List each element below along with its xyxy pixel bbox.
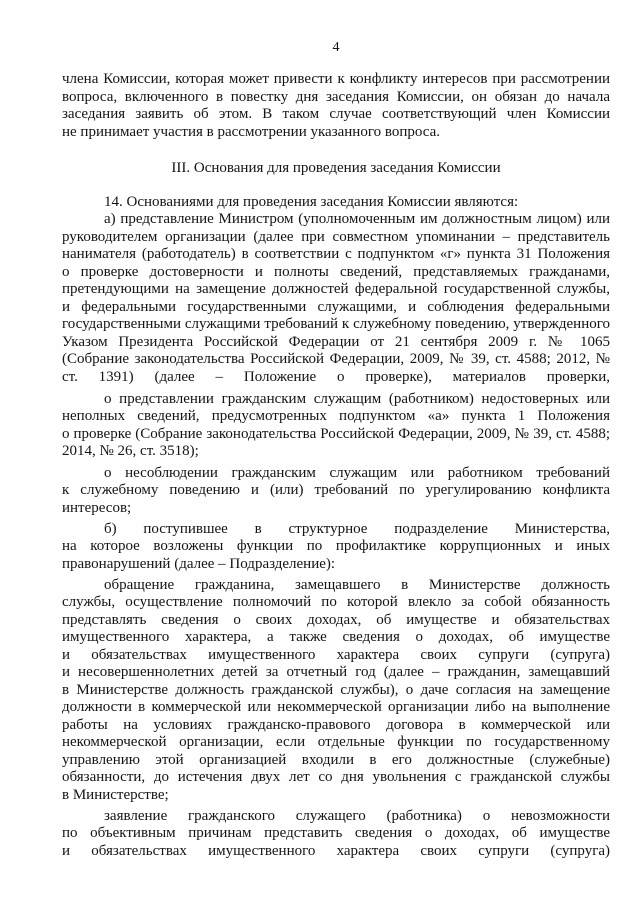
text-line: (Собрание законодательства Российской Федерации, 2009, № 39, ст. 4588; 2012, № [62, 351, 610, 367]
text-line: правонарушений (далее – Подразделение): [62, 555, 336, 572]
paragraph-item-a-noncompliance [62, 465, 610, 518]
text-line: заседания заявить об этом. В таком случае соответствующий член Комиссии [62, 106, 610, 122]
text-line: члена Комиссии, которая может привести к конфликту интересов при рассмотрении [62, 71, 610, 87]
text-line: государственными служащими требований к служебному поведению, утвержденного [62, 316, 610, 332]
text-line: обязанности, до истечения двух лет со дня увольнения с гражданской службы [62, 769, 610, 785]
text-line: представлять сведения о своих доходах, об имуществе и обязательствах [62, 611, 610, 628]
text-line: а) представление Министром (уполномоченным им должностным лицом) или [104, 211, 610, 227]
paragraph-item-b [62, 521, 610, 574]
text-line: вопроса, включенного в повестку дня заседания Комиссии, он обязан до начала [62, 88, 610, 105]
text-line: и несовершеннолетних детей за отчетный год (далее – гражданин, замещавший [62, 664, 610, 680]
text-line: б) поступившее в структурное подразделение Министерства, [104, 520, 610, 537]
text-line: о проверке (Собрание законодательства Российской Федерации, 2009, № 39, ст. 4588; [62, 425, 610, 442]
text-line: работы на условиях гражданско-правового договора в коммерческой или [62, 716, 610, 733]
paragraph-clause-14 [62, 194, 610, 212]
page-number: 4 [332, 40, 340, 55]
text-line: руководителем организации (далее при совместном упоминании – представитель [62, 228, 610, 245]
text-line: о несоблюдении гражданским служащим или работником требований [104, 464, 610, 481]
text-line: на которое возложены функции по профилактике коррупционных и иных [62, 538, 610, 554]
text-line: и обязательствах имущественного характера своих супруги (супруга) [62, 842, 610, 859]
paragraph-item-b-citizen-appeal [62, 577, 610, 805]
text-line: управлению этой организацией входили в его должностные (служебные) [62, 751, 610, 768]
text-line: 2014, № 26, ст. 3518); [62, 443, 199, 459]
text-line: и обязательствах имущественного характера своих супруги (супруга) [62, 646, 610, 663]
text-line: не принимает участия в рассмотрении указанного вопроса. [62, 123, 440, 140]
text-line: о представлении гражданским служащим (работником) недостоверных или [104, 390, 610, 407]
text-line: интересов; [62, 499, 132, 516]
text-line: должности в коммерческой или некоммерческой организации либо на выполнение [62, 699, 610, 715]
text-line: и федеральными государственными служащими, и соблюдения федеральными [62, 298, 610, 315]
text-line: Указом Президента Российской Федерации от 21 сентября 2009 г. № 1065 [62, 333, 610, 350]
text-line: в Министерстве должность гражданской службы), о даче согласия на замещение [62, 681, 610, 698]
text-line: обращение гражданина, замещавшего в Министерстве должность [104, 576, 610, 593]
text-line: заявление гражданского служащего (работника) о невозможности [104, 807, 610, 824]
text-line: нанимателя (работодатель) в соответствии с подпунктом «г» пункта 31 Положения [62, 246, 610, 262]
text-line: претендующими на замещение должностей федеральной государственной службы, [62, 281, 610, 297]
text-line: по объективным причинам представить сведения о доходах, об имуществе [62, 825, 610, 841]
text-line: к служебному поведению и (или) требований по урегулированию конфликта [62, 482, 610, 498]
text-line: имущественного характера, а также сведения о доходах, об имуществе [62, 629, 610, 645]
paragraph-item-a [62, 211, 610, 386]
paragraph-conflict-of-interest [62, 71, 610, 141]
text-line: неполных сведений, предусмотренных подпунктом «а» пункта 1 Положения [62, 408, 610, 424]
text-line: 14. Основаниями для проведения заседания Комиссии являются: [104, 193, 519, 210]
paragraph-item-b-employee-statement [62, 808, 610, 861]
text-line: службы, осуществление полномочий по которой влекло за собой обязанность [62, 594, 610, 610]
paragraph-item-a-inaccurate-info [62, 391, 610, 461]
text-line: о проверке достоверности и полноты сведений, представляемых гражданами, [62, 263, 610, 280]
document-body [62, 71, 610, 860]
section-heading: III. Основания для проведения заседания Комиссии [171, 159, 501, 176]
text-line: ст. 1391) (далее – Положение о проверке), материалов проверки, [62, 368, 610, 385]
text-line: в Министерстве; [62, 786, 169, 803]
text-line: некоммерческой организации, если отдельные функции по государственному [62, 734, 610, 750]
